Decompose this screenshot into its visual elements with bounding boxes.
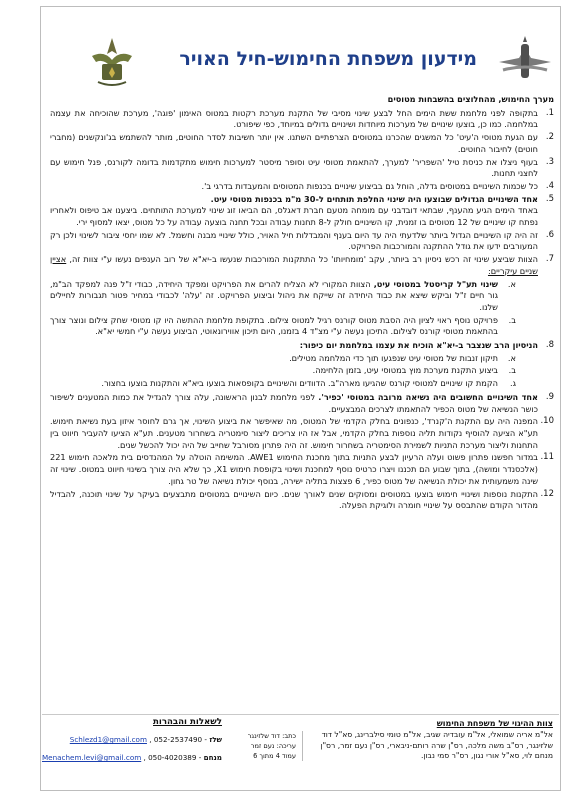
item-text: לפני מלחמת לבנון הראשונה, עלה צורך להגדיל את כמות המטענים לשיפור כושר הנשיאה של מטוס הכפיר להתאמתו לצרכים המבצעיים. — [50, 391, 538, 414]
sub-list-item — [50, 353, 516, 365]
sub-item-letter: ב. — [508, 314, 516, 325]
sub-list-item — [50, 315, 516, 338]
sub-list — [50, 279, 538, 339]
item-text: בתקופה לפני מלחמת ששת הימים החל לבצע שינוי מסיבי של התקנת מערכת רקטות במטוס האימון 'פוגה', מערכת שהוכיחה את עצמה במלחמה. כמו כן, בוצעו שינויים של מערכות מיוחדות ושינויים גדולים במיוחד, כפי שיפורט. — [50, 107, 538, 130]
steering-team-members: אל"מ אריה שמואלי, אל"מ עובדיה שגיב, אל"מ טומי סילברינג, סא"ל דוד שלזינגר, רס"ב משה מלכה, רס"ן שרה רותם-ניבארי, רס"ן נעם זמר, רס"ן מנחם לוי, סא"ל אורי נגון, רס"ר סמי נבון. — [320, 730, 553, 761]
sub-item-letter: א. — [507, 278, 516, 289]
item-number: 5. — [545, 193, 554, 204]
credit-editor: עריכה: נעם זמר — [250, 742, 296, 750]
contact-email-link[interactable]: Schlezd1@gmail.com — [69, 735, 147, 744]
item-underlined-text: אציין שניים עיקריים: — [50, 254, 538, 276]
sub-item-letter: ב. — [508, 365, 516, 376]
item-number: 7. — [545, 254, 554, 265]
list-item — [50, 416, 554, 451]
contact-phone: 052-2537490 — [153, 735, 203, 744]
sub-item-text: הקמת קו שינויים למטוסי קורנס שהגיעו מארה"ב. הדוודים והשינויים בקופסאות בוצעו ביא"א והתקנות בוצעו בחצור. — [101, 378, 498, 389]
header — [42, 8, 559, 88]
page-number: עמוד 4 מתוך 6 — [253, 752, 296, 760]
item-text: במדור חפשנו פתרון פשוט ועלה הרעיון לבצע התניות בתוך מחכנת החימוש AWE1. המשימה הוטלה על המהנדסים בית מלאכה חימוש 221 (אלכסנדר ומושה), בתוך שבוע הם תכננו ויצרו כרטיס נוסף למחכנת ושינוי בקופסת חימוש X1, כך שלא היה צורך בשינוי חיווט במטוס. שינוי זה שינה משמעותית את יכולת הנשיאה של מטוס כפיר, 6 פצצות בתליה ישירה, בנוסף יכולת נשיאה של טר גחון. — [50, 452, 539, 486]
credit-author: כתב: דוד שלזינגר — [247, 732, 296, 740]
sub-item-text: ביצוע התקנת מערכת מוץ במטוסי עיט, בזמן הלחימה. — [312, 365, 498, 376]
sub-list-item — [50, 365, 516, 377]
contact-title: לשאלות והבהרות — [153, 717, 222, 727]
contact-phone: 050-4020389 — [148, 753, 197, 762]
item-text: התקנות נוספות ושינויי חימוש בוצעו במטוסים ומסוקים שנים לאורך שנים. כיום השינויים במטוסים מתבצעים בעיקר על שינוי תוכנה, להבדיל מהדור הקודם שהתבסס על שינויי חומרה ולוגיקת הפעלה. — [50, 488, 538, 511]
item-text: זה היה קו השינויים הגדול ביותר שלדעתי היה עד היום בענף והמבדלות חיל האויר, כולל שינויי מבנה וחשמל. לא שמו יחסי ציבור לשינוי ולכן רק המעורבים ידעו את גודל ההתקנה והמורכבות הפרויקט. — [50, 229, 538, 252]
item-number: 11. — [540, 452, 554, 463]
item-number: 6. — [545, 229, 554, 240]
item-bold-text: הניסיון הרב שנצבר ב-יא"א הוכיח את עצמו במלחמת יום כיפור: — [299, 340, 538, 351]
list-item — [50, 452, 554, 487]
article-heading: מערך החימוש, מהחלוצים בהשבחות מטוסים — [387, 94, 554, 104]
item-text: המפנה היה עם התקנת ה'קנרד', כנפונים בחלק הקדמי של המטוס, מה שאיפשר את ביצוע השינוי, אך גרם לחוסר איזון בעת נשיאת חימוש. תע"א הציעה להוסיף נקודות תליה נוספות בחלק הקדמי, אבל אז היו צריכים ליצור סימטריה בשחרור מטענים. תע"א הציעו להעביר חיווט בין התחנות וליצור מערכת התניות לשמירת הסימטריה בשחרור חימוש. זה היה פתרון מסורבל שחייב של היה יכול להכשל שנים. — [50, 416, 538, 450]
item-number: 10. — [540, 416, 554, 427]
list-item — [50, 489, 554, 512]
item-number: 4. — [545, 180, 554, 191]
contact-name: מנחם — [203, 753, 222, 762]
item-bold-text: אחד השינויים הגדולים שבוצעו היה שינוי החלפת תותחים ל-30 מ"מ בכנפות מטוסי עיט. — [210, 193, 538, 204]
item-text: בעוף ניצלו את כניסת טיל 'השפריר' למערך, להתאמת מטוסי עיט וסופר מיסטר למערכות חימוש מתקדמות בדומה לקורנס, פנל חימוש עם לחצני תחנות. — [50, 156, 538, 179]
item-text: עם הגעת מטוסי ה'עיט' כל המשגים שהכרנו במטוסים הצרפתיים השתנו. אין יותר חשיבות לסדר החוטים, מותר להשתמש בג'ונקשנים (מחברי חוטים) לחיבור החוטים. — [50, 132, 538, 154]
sub-list-item — [50, 279, 516, 314]
list-item — [50, 132, 554, 155]
list-item — [50, 181, 554, 193]
contact-row: שלז - 052-2537490 , Schlezd1@gmail.com — [69, 735, 222, 744]
item-text: הצוות שביצע שינוי זה רכש ניסיון רב ביותר, עקב 'מומחיותו' כל התתקנות המורכבות שנעשו ב-יא"א של רוב הענפים נעשו ע"י צוות זה, — [69, 254, 538, 265]
article-body — [50, 94, 554, 696]
contact-row: מנחם - 050-4020389 , Menachem.levi@gmail.com — [41, 753, 222, 762]
item-number: 8. — [545, 340, 554, 351]
item-number: 9. — [545, 391, 554, 402]
list-item — [50, 108, 554, 131]
steering-team-title: צוות ההיגוי של משפחת החימוש — [436, 719, 553, 728]
item-number: 2. — [545, 132, 554, 143]
list-item — [50, 194, 554, 229]
air-force-emblem-icon — [84, 34, 140, 90]
contact-block — [41, 717, 222, 771]
sub-item-letter: א. — [507, 352, 516, 363]
item-text: באחד הימים הגיע מהענף, שבתאי דובדבני עם מומחה מטעם חברת דאגלס, הם הביאו זוג שינוי למערכת התותחים. ביצענו אב טיפוס ולאחריו נפתח קו שינויים של 12 מטוסים בו זמנית, קו השינויים חולק ל-8 תחנות עבודה ובכל תחנה בוצעה עבודה על כל מטוס, יצאו למסוף ירי. — [50, 205, 538, 228]
footer — [42, 714, 559, 791]
item-bold-text: אחד השינויים החשובים היה נשיאה מרובה במטוסי 'כפיר'. — [318, 391, 538, 402]
sub-item-text: הצוות המקורי לא הצליח להרים את הפרויקט ומפקד היחידה, כבודי ז"ל פנה למפקד הב"מ, גור חיים ז"ל וביקש שיצא את כבוד היחידה זה שייקח את ניהול וביצוע הפרויקט. זה 'עלה' לכבודי במחיר פטור תגבורות לחיילים שלנו. — [50, 278, 498, 312]
sub-item-text: תיקון זנבות של מטוסי עיט שנפגעו תוך כדי המלחמה מטילים. — [289, 352, 498, 363]
contact-name: שלז — [209, 735, 222, 744]
sub-item-bold-text: שינוי תע"ל קריסטל במטוסי עיט, — [373, 278, 498, 289]
page-title: מידעון משפחת החימוש-חיל האויר — [179, 48, 477, 70]
contact-email-link[interactable]: Menachem.levi@gmail.com — [41, 753, 142, 762]
sub-list — [50, 353, 538, 390]
steering-team — [305, 719, 553, 762]
sub-list-item — [50, 378, 516, 390]
list-item — [50, 340, 554, 390]
sub-item-letter: ג. — [510, 378, 516, 389]
list-item — [50, 157, 554, 180]
item-number: 1. — [545, 107, 554, 118]
list-item — [50, 230, 554, 253]
item-number: 12. — [540, 488, 554, 499]
list-item — [50, 254, 554, 338]
list-item — [50, 392, 554, 415]
sub-item-text: פרויקט נוסף ראוי לציון היה הסבת מטוס קורנס רגיל למטוס צילום. בתקופת מלחמת ההתשה היו קו מטוסי שחק צילום ונוצר צורך בהתאמת מטוסי קורנס לצילום. התיכון נעשה ע"י מצ"ד 4 בזמנו, היום תיכון אווירונאוטי, הביצוע נעשה ע"י חמשי יא"א. — [50, 314, 498, 337]
item-text: כל שכמות השינויים במטוסים גדלה, הוחל גם בביצוע שינויים בכנפות המטוסים והמעבדות בדרגי ב'. — [201, 180, 538, 191]
credits — [222, 731, 303, 761]
item-number: 3. — [545, 156, 554, 167]
ordnance-emblem-icon — [497, 34, 553, 90]
article-list — [50, 108, 554, 512]
